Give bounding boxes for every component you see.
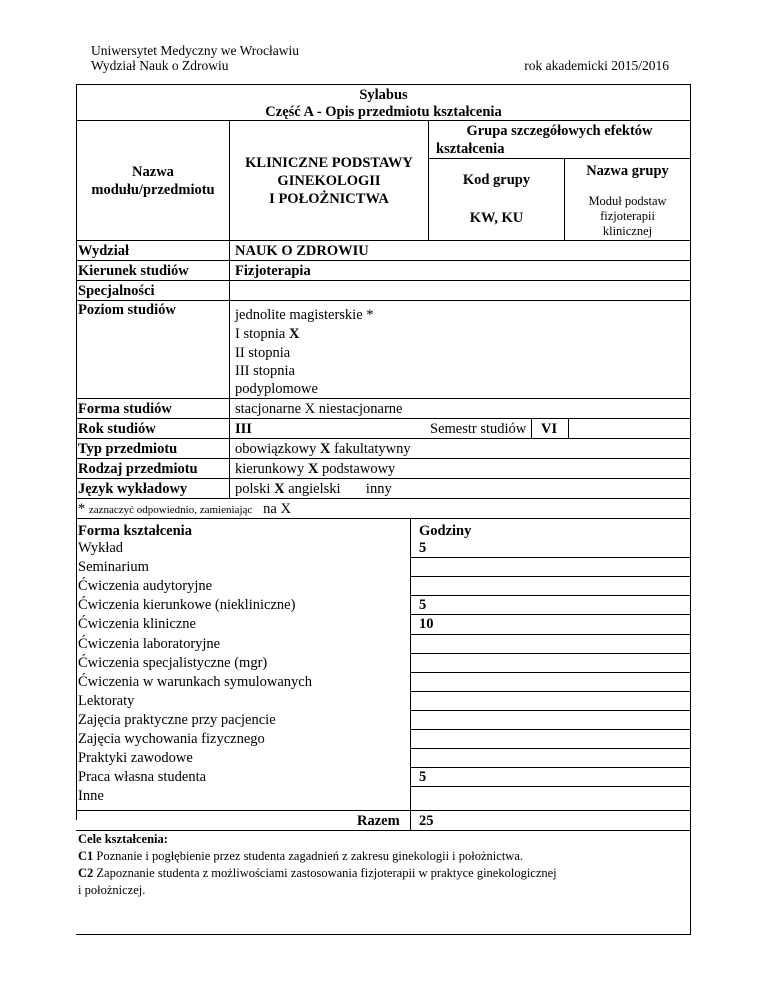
hours-row-divider <box>410 767 691 768</box>
group-name-label: Nazwa grupy <box>586 163 669 179</box>
university-name: Uniwersytet Medyczny we Wrocławiu <box>91 43 300 58</box>
footnote-suffix: na X <box>263 501 291 517</box>
goal-c2-continuation: i położniczej. <box>78 883 146 897</box>
semestr-value: VI <box>541 421 558 437</box>
module-name-line-1: KLINICZNE PODSTAWY <box>245 155 413 171</box>
hours-row-divider <box>410 576 691 577</box>
hours-header-form: Forma kształcenia <box>78 523 192 539</box>
footnote <box>78 500 291 519</box>
goal-c2 <box>78 866 557 881</box>
poziom-option-3: II stopnia <box>235 345 291 361</box>
forma-label: Forma studiów <box>78 401 172 417</box>
goal-c2-code: C2 <box>78 866 94 880</box>
group-name-1: Moduł podstaw <box>588 194 667 208</box>
typ-mark: X <box>319 441 331 457</box>
hours-row-form: Ćwiczenia specjalistyczne (mgr) <box>78 654 268 671</box>
group-code: KW, KU <box>469 210 524 226</box>
hours-row-form: Wykład <box>78 540 124 556</box>
goals-title: Cele kształcenia: <box>78 832 168 846</box>
hours-row-form: Inne <box>78 788 104 805</box>
rodzaj-mark: X <box>307 461 319 477</box>
group-header-2: kształcenia <box>436 141 505 157</box>
hours-row-divider <box>410 748 691 749</box>
rodzaj-value <box>235 460 395 478</box>
poziom-option-2-text: I stopnia <box>235 326 289 342</box>
group-header: Grupa szczegółowych efektów <box>466 123 653 139</box>
kierunek-value: Fizjoterapia <box>235 263 311 279</box>
hours-row-form: Praktyki zawodowe <box>78 750 193 767</box>
jezyk-option-a: polski <box>235 481 275 497</box>
poziom-option-2 <box>235 325 299 343</box>
rok-value: III <box>235 421 252 437</box>
hours-row-divider <box>410 710 691 711</box>
hours-row-divider <box>410 691 691 692</box>
syllabus-title: Sylabus <box>359 87 408 103</box>
forma-value: stacjonarne X niestacjonarne <box>235 401 403 417</box>
hours-row-divider <box>410 557 691 558</box>
module-name-line-2: GINEKOLOGII <box>277 173 381 189</box>
semestr-label: Semestr studiów <box>430 421 527 437</box>
kierunek-label: Kierunek studiów <box>78 263 189 279</box>
typ-label: Typ przedmiotu <box>78 441 178 457</box>
goal-c2-text: Zapoznanie studenta z możliwościami zastosowania fizjoterapii w praktyce ginekologicznej <box>93 866 557 880</box>
jezyk-label: Język wykładowy <box>78 481 188 497</box>
goal-c1 <box>78 849 523 864</box>
jezyk-option-b: angielski inny <box>284 481 392 497</box>
hours-row-form: Ćwiczenia audytoryjne <box>78 578 213 595</box>
typ-option-b: fakultatywny <box>330 441 411 457</box>
hours-row-divider <box>410 653 691 654</box>
syllabus-part: Część A - Opis przedmiotu kształcenia <box>265 104 502 120</box>
module-name-line-3: I POŁOŻNICTWA <box>269 191 389 207</box>
hours-row-value: 10 <box>419 616 434 633</box>
jezyk-mark: X <box>274 481 285 497</box>
wydzial-label: Wydział <box>78 243 130 259</box>
module-name-label: Nazwa <box>132 164 174 180</box>
faculty-name: Wydział Nauk o Zdrowiu <box>91 58 229 73</box>
rodzaj-label: Rodzaj przedmiotu <box>78 461 198 477</box>
hours-row-divider <box>410 672 691 673</box>
hours-row-value: 5 <box>419 540 427 556</box>
hours-row-value: 5 <box>419 769 427 786</box>
footnote-mark: * <box>78 501 89 517</box>
hours-row-divider <box>410 786 691 787</box>
hours-header-hours: Godziny <box>419 523 472 539</box>
poziom-option-5: podyplomowe <box>235 381 318 397</box>
wydzial-value: NAUK O ZDROWIU <box>235 243 369 259</box>
typ-value <box>235 440 411 458</box>
hours-row-form: Ćwiczenia laboratoryjne <box>78 635 221 652</box>
hours-row-form: Zajęcia praktyczne przy pacjencie <box>78 711 276 728</box>
total-value: 25 <box>419 813 434 829</box>
footnote-text: zaznaczyć odpowiednio, zamieniając <box>88 504 253 516</box>
total-label: Razem <box>357 813 400 829</box>
hours-row-divider <box>410 729 691 730</box>
academic-year: rok akademicki 2015/2016 <box>524 58 669 73</box>
hours-row-form: Praca własna studenta <box>78 769 207 786</box>
rodzaj-option-b: podstawowy <box>318 461 396 477</box>
hours-row-divider <box>410 614 691 615</box>
hours-row-form: Ćwiczenia kierunkowe (niekliniczne) <box>78 597 296 614</box>
hours-row-form: Zajęcia wychowania fizycznego <box>78 731 265 747</box>
hours-row-divider <box>410 595 691 596</box>
specjalnosci-label: Specjalności <box>78 283 155 299</box>
goal-c1-text: Poznanie i pogłębienie przez studenta zagadnień z zakresu ginekologii i położnictwa. <box>93 849 523 863</box>
group-code-label: Kod grupy <box>462 172 531 188</box>
hours-row-form: Lektoraty <box>78 692 135 709</box>
typ-option-a: obowiązkowy <box>235 441 320 457</box>
hours-row-divider <box>410 634 691 635</box>
module-name-label-2: modułu/przedmiotu <box>91 182 215 198</box>
jezyk-value <box>235 480 392 498</box>
poziom-option-4: III stopnia <box>235 363 295 379</box>
group-name-2: fizjoterapii <box>600 209 655 223</box>
hours-row-value: 5 <box>419 597 427 614</box>
group-name-3: klinicznej <box>602 224 653 238</box>
hours-row-form: Seminarium <box>78 559 149 576</box>
hours-row-form: Ćwiczenia kliniczne <box>78 616 196 633</box>
rodzaj-option-a: kierunkowy <box>235 461 308 477</box>
poziom-option-2-mark: X <box>288 326 300 342</box>
goal-c1-code: C1 <box>78 849 94 863</box>
poziom-label: Poziom studiów <box>78 302 176 318</box>
rok-label: Rok studiów <box>78 421 156 437</box>
hours-row-form: Ćwiczenia w warunkach symulowanych <box>78 673 312 690</box>
poziom-option-1: jednolite magisterskie * <box>235 307 374 323</box>
